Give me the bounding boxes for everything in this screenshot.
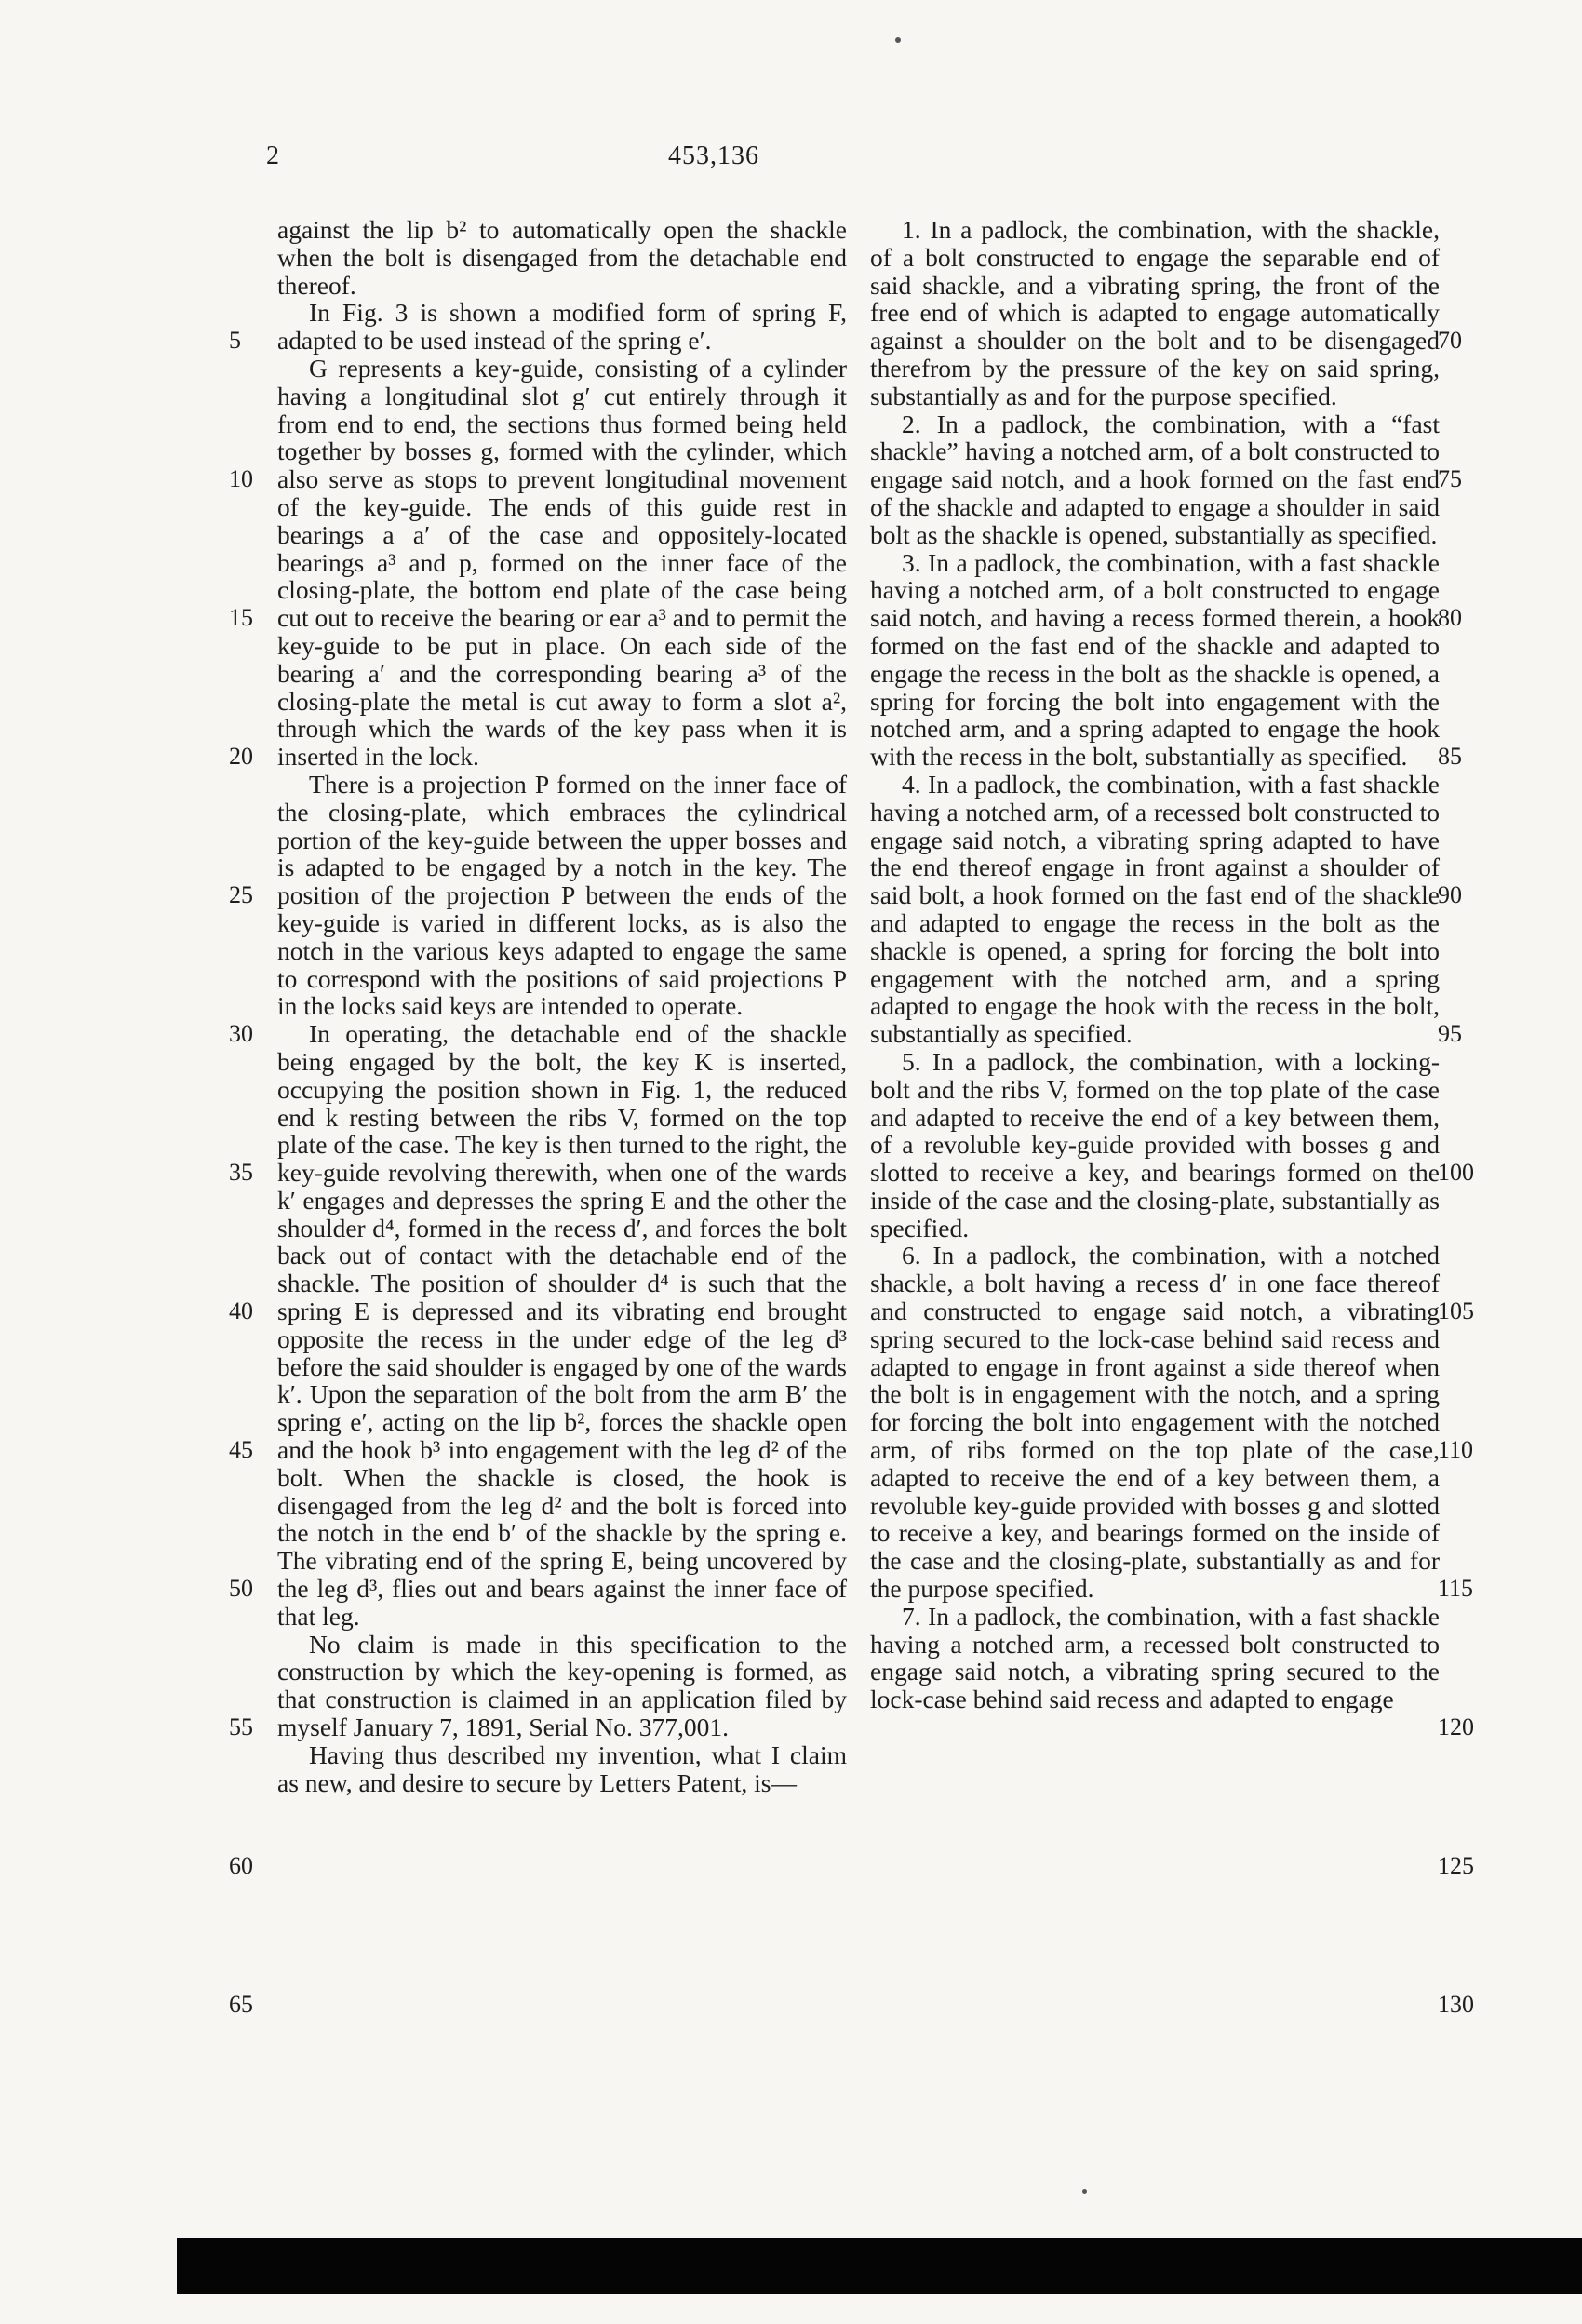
patent-number: 453,136 xyxy=(668,141,759,170)
paragraph: No claim is made in this specification to the construction by which the key-opening is formed, as that construction is claimed in an application filed by myself January 7, 1891, Serial No. 377,001. xyxy=(277,1629,847,1742)
line-number: 5 xyxy=(229,327,241,355)
line-number: 95 xyxy=(1438,1020,1462,1048)
paragraph: In Fig. 3 is shown a modified form of spring F, adapted to be used instead of the spring e′. xyxy=(277,298,847,356)
scan-speck xyxy=(1082,2189,1087,2194)
left-column xyxy=(277,216,847,1796)
line-number: 110 xyxy=(1438,1436,1474,1464)
line-number: 45 xyxy=(229,1436,253,1464)
line-number: 20 xyxy=(229,743,253,771)
claim: 2. In a padlock, the combination, with a “fast shackle” having a notched arm, of a bolt constructed to engage said notch, and a hook formed on the fast end of the shackle and adapted to engage a shoulder in said bolt as the shackle is opened, substantially as specified. xyxy=(870,409,1440,549)
line-number: 115 xyxy=(1438,1575,1474,1603)
line-number: 60 xyxy=(229,1852,253,1880)
line-number: 10 xyxy=(229,465,253,493)
line-number: 55 xyxy=(229,1713,253,1741)
line-number: 90 xyxy=(1438,881,1462,909)
line-number: 85 xyxy=(1438,743,1462,771)
line-number: 35 xyxy=(229,1159,253,1187)
claim: 4. In a padlock, the combination, with a fast shackle having a notched arm, of a recessed bolt constructed to engage said notch, a vibrating spring adapted to have the end thereof engage in front against a shoulder of said bolt, a hook formed on the fast end of the shackle and adapted to engage the recess in the bolt as the shackle is opened, a spring for forcing the bolt into engagement with the notched arm, and a spring adapted to engage the hook with the recess in the bolt, substantially as specified. xyxy=(870,769,1440,1049)
line-number: 30 xyxy=(229,1020,253,1048)
paragraph: There is a projection P formed on the inner face of the closing-plate, which embraces the cylindrical portion of the key-guide between the upper bosses and is adapted to be engaged by a notch in the key. The position of the projection P between the ends of the key-guide is varied in different locks, as is also the notch in the various keys adapted to engage the same to correspond with the positions of said projections P in the locks said keys are intended to operate. xyxy=(277,769,847,1021)
line-number: 40 xyxy=(229,1297,253,1325)
line-number: 130 xyxy=(1438,1991,1474,2019)
paragraph: In operating, the detachable end of the shackle being engaged by the bolt, the key K is inserted, occupying the position shown in Fig. 1, the reduced end k resting between the ribs V, formed on the top plate of the case. The key is then turned to the right, the key-guide revolving therewith, when one of the wards k′ engages and depresses the spring E and the other the shoulder d⁴, formed in the recess d′, and forces the bolt back out of contact with the detachable end of the shackle. The position of shoulder d⁴ is such that the spring E is depressed and its vibrating end brought opposite the recess in the under edge of the leg d³ before the said shoulder is engaged by one of the wards k′. Upon the separation of the bolt from the arm B′ the spring e′, acting on the lip b², forces the shackle open and the hook b³ into engagement with the leg d² of the bolt. When the shackle is closed, the hook is disengaged from the leg d² and the bolt is forced into the notch in the end b′ of the shackle by the spring e. The vibrating end of the spring E, being uncovered by the leg d³, flies out and bears against the inner face of that leg. xyxy=(277,1019,847,1631)
paragraph: G represents a key-guide, consisting of a cylinder having a longitudinal slot g′ cut entirely through it from end to end, the sections thus formed being held together by bosses g, formed with the cylinder, which also serve as stops to prevent longitudinal movement of the key-guide. The ends of this guide rest in bearings a a′ of the case and oppositely-located bearings a³ and p, formed on the inner face of the closing-plate, the bottom end plate of the case being cut out to receive the bearing or ear a³ and to permit the key-guide to be put in place. On each side of the bearing a′ and the corresponding bearing a³ of the closing-plate the metal is cut away to form a slot a², through which the wards of the key pass when it is inserted in the lock. xyxy=(277,353,847,772)
claim: 5. In a padlock, the combination, with a locking-bolt and the ribs V, formed on the top plate of the case and adapted to receive the end of a key between them, of a revoluble key-guide provided with bosses g and slotted to receive a key, and bearings formed on the inside of the case and the closing-plate, substantially as specified. xyxy=(870,1046,1440,1243)
scan-speck xyxy=(895,37,901,43)
claim: 1. In a padlock, the combination, with the shackle, of a bolt constructed to engage the separable end of said shackle, and a vibrating spring, the front of the free end of which is adapted to engage automatically against a shoulder on the bolt and to be disengaged therefrom by the pressure of the key on said spring, substantially as and for the purpose specified. xyxy=(870,215,1440,410)
right-column xyxy=(870,216,1440,1713)
paragraph: against the lip b² to automatically open the shackle when the bolt is disengaged from the detachable end thereof. xyxy=(277,215,847,300)
line-number: 120 xyxy=(1438,1713,1474,1741)
claim: 7. In a padlock, the combination, with a fast shackle having a notched arm, a recessed bolt constructed to engage said notch, a vibrating spring secured to the lock-case behind said recess and adapted to engage xyxy=(870,1601,1440,1714)
scan-edge-bar xyxy=(177,2238,1582,2294)
line-number: 15 xyxy=(229,604,253,632)
claim: 6. In a padlock, the combination, with a notched shackle, a bolt having a recess d′ in one face thereof and constructed to engage said notch, a vibrating spring secured to the lock-case behind said recess and adapted to engage in front against a side thereof when the bolt is in engagement with the notch, and a spring for forcing the bolt into engagement with the notched arm, of ribs formed on the top plate of the case, adapted to receive the end of a key between them, a revoluble key-guide provided with bosses g and slotted to receive a key, and bearings formed on the inside of the case and the closing-plate, substantially as and for the purpose specified. xyxy=(870,1241,1440,1604)
line-number: 25 xyxy=(229,881,253,909)
line-number: 100 xyxy=(1438,1159,1474,1187)
line-number: 105 xyxy=(1438,1297,1474,1325)
line-number: 75 xyxy=(1438,465,1462,493)
line-number: 80 xyxy=(1438,604,1462,632)
claim: 3. In a padlock, the combination, with a fast shackle having a notched arm, of a bolt constructed to engage said notch, and having a recess formed therein, a hook formed on the fast end of the shackle and adapted to engage the recess in the bolt as the shackle is opened, a spring for forcing the bolt into engagement with the notched arm, and a spring adapted to engage the hook with the recess in the bolt, substantially as specified. xyxy=(870,547,1440,772)
line-number: 70 xyxy=(1438,327,1462,355)
paragraph: Having thus described my invention, what I claim as new, and desire to secure by Letters Patent, is— xyxy=(277,1740,847,1797)
line-number: 125 xyxy=(1438,1852,1474,1880)
page-number: 2 xyxy=(266,141,279,170)
line-number: 50 xyxy=(229,1575,253,1603)
line-number: 65 xyxy=(229,1991,253,2019)
